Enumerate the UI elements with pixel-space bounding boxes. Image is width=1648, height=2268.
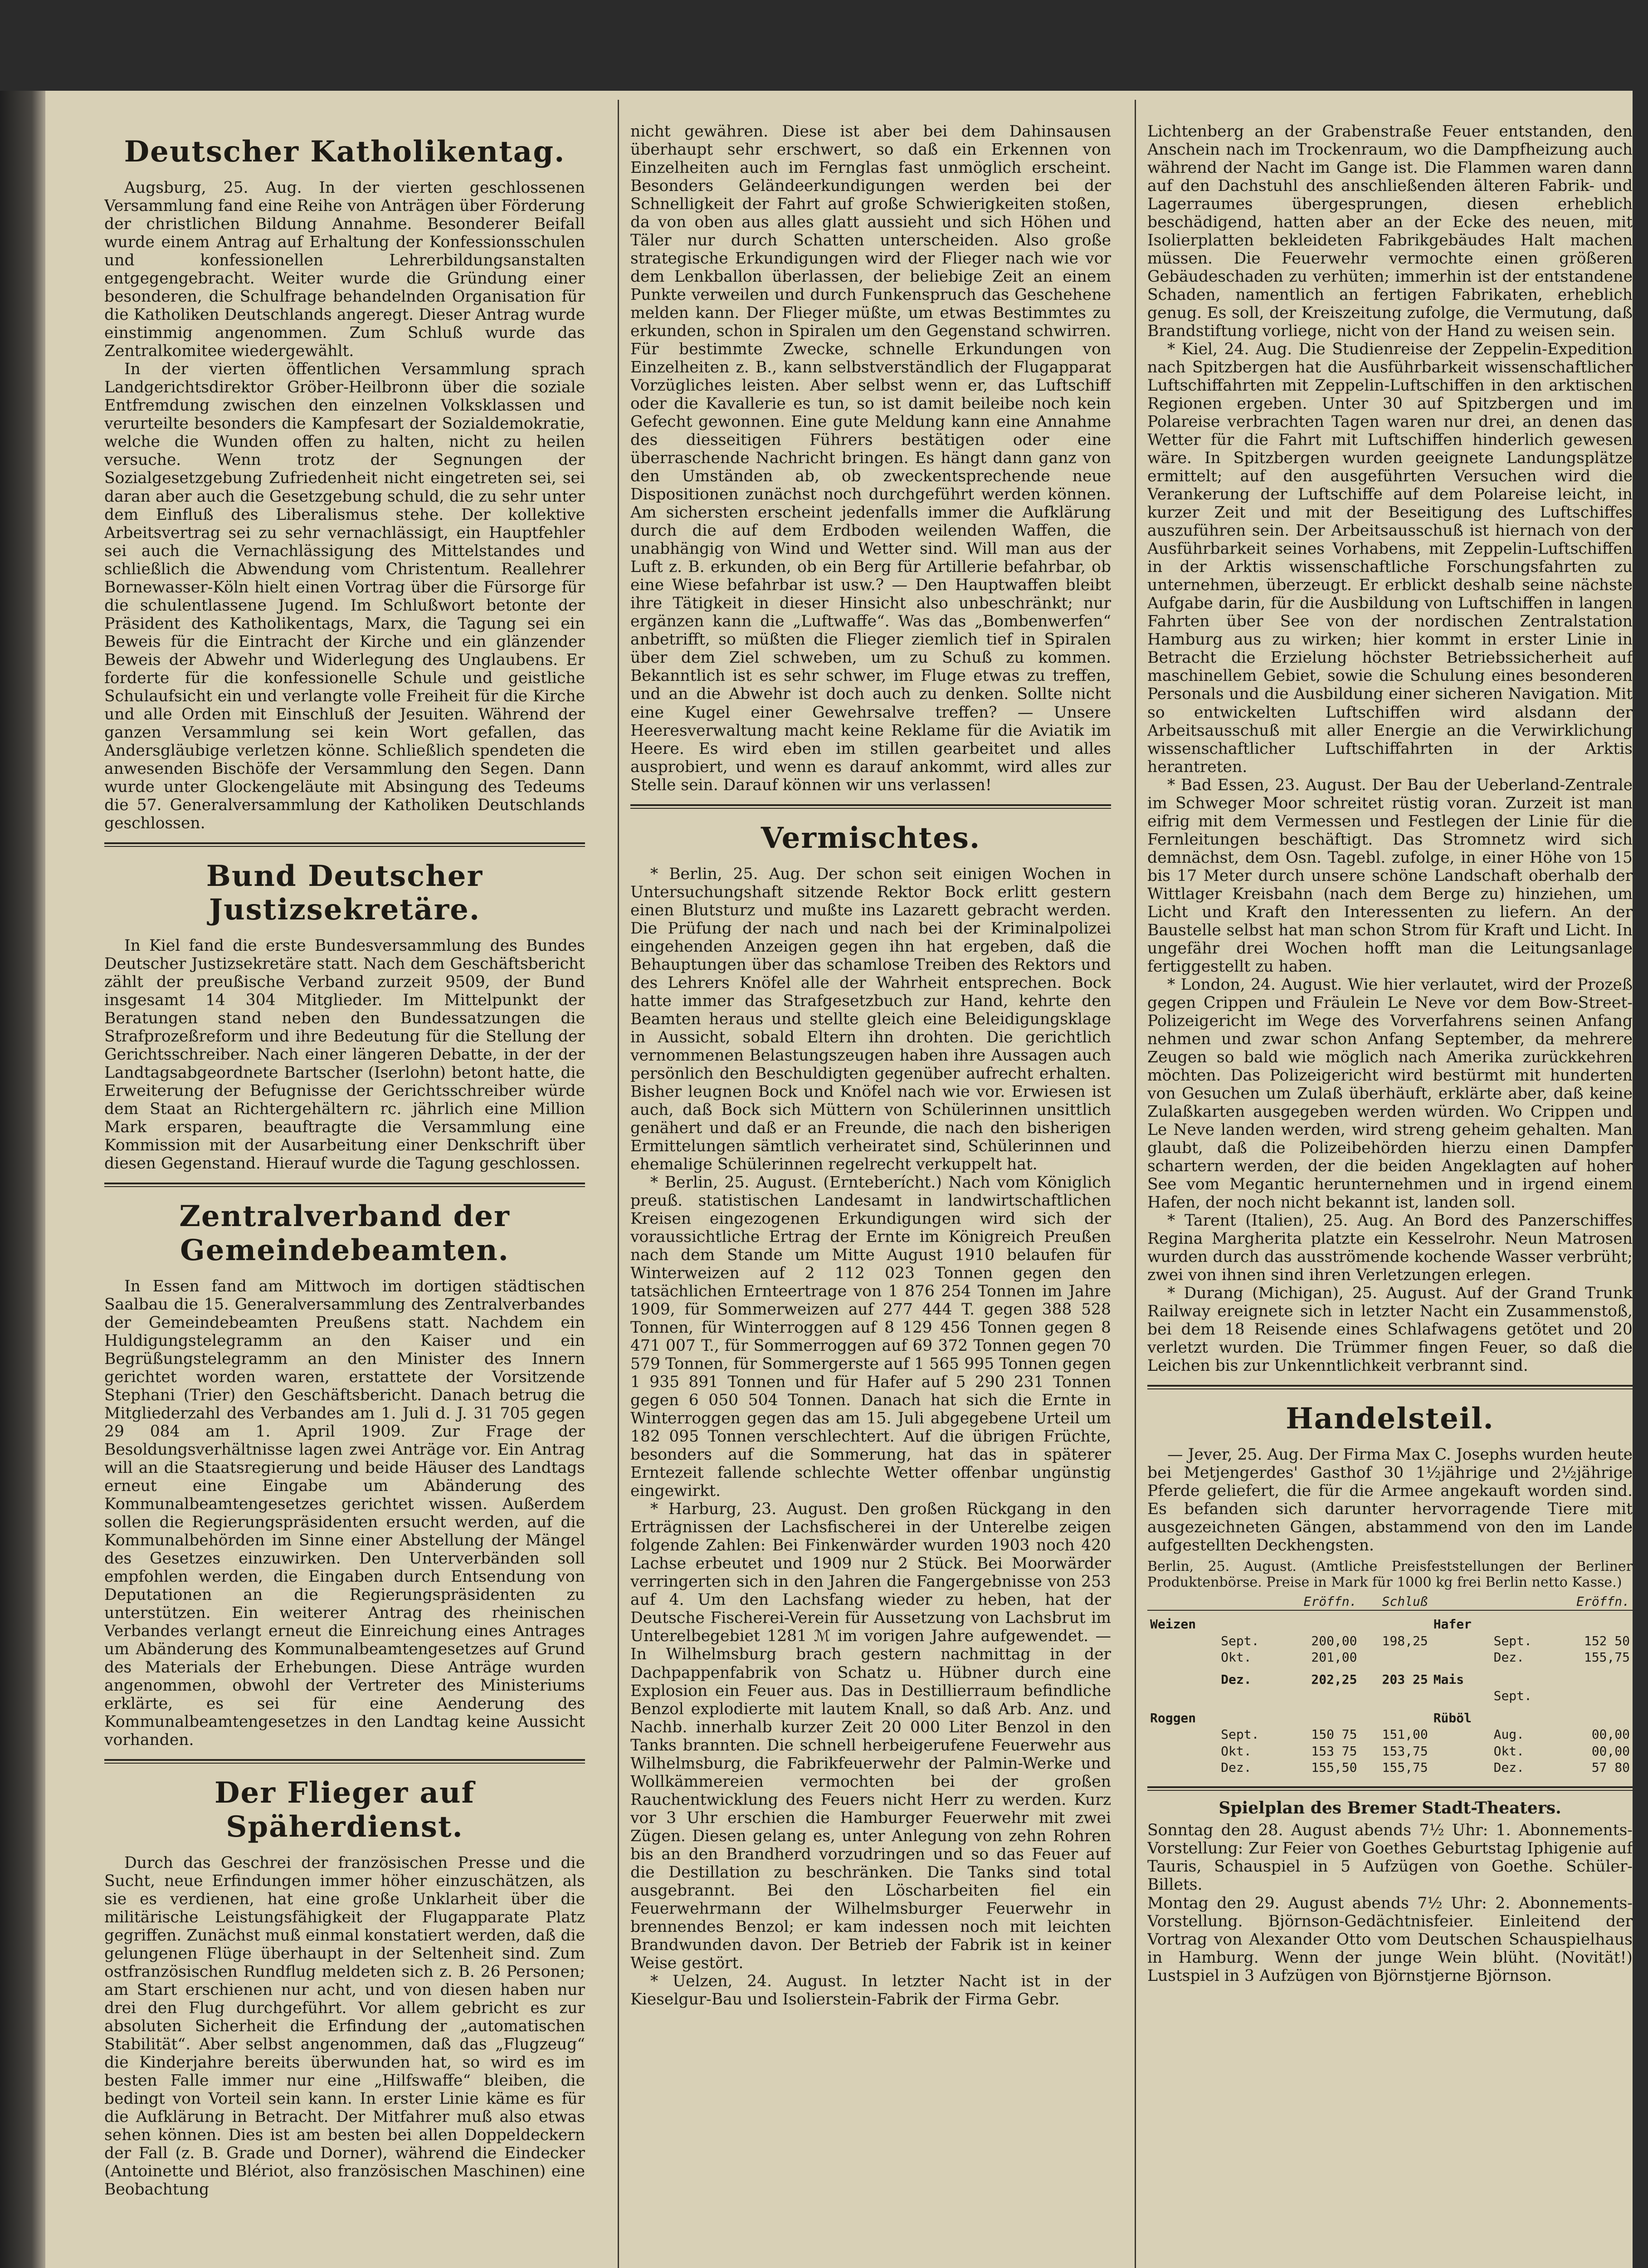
commodity-2 bbox=[1431, 1688, 1491, 1704]
month: Okt. bbox=[1221, 1743, 1252, 1759]
close-price: 198,25 bbox=[1382, 1633, 1428, 1648]
article-paragraph: Lichtenberg an der Grabenstraße Feuer entstanden, den Anschein nach im Trockenraum, wo die Dampfheizung auch während der Nacht im Gange ist. Die Flammen waren dann auf den Dachstuhl des anschließenden älteren Fabrik- und Lagerraumes übergesprungen, diesen erheblich beschädigend, hatten aber an der Ecke des neuen, mit Isolierplatten bekleideten Fabrikgebäudes Halt machen müssen. Die Feuerwehr vermochte einen größeren Gebäudeschaden zu verhüten; immerhin ist der entstandene Schaden, namentlich an fertigen Fabrikaten, erheblich genug. Es soll, der Kreiszeitung zufolge, die Vermutung, daß Brandstiftung vorliege, nicht von der Hand zu weisen sein. bbox=[1147, 122, 1633, 341]
market-intro: Berlin, 25. August. (Amtliche Preisfeststellungen der Berliner Produktenbörse. Preise in Mark für 1000 kg frei Berlin netto Kasse.) bbox=[1147, 1559, 1633, 1591]
month-2: Dez. bbox=[1493, 1760, 1525, 1775]
open-price-2: 152 50 bbox=[1584, 1633, 1630, 1648]
newspaper-page bbox=[45, 91, 1633, 2268]
news-item-uelzen: * Uelzen, 24. August. In letzter Nacht ist in der Kieselgur-Bau und Isolierstein-Fabrik der Firma Gebr. bbox=[630, 1972, 1111, 2009]
month: Okt. bbox=[1221, 1650, 1252, 1665]
news-item-durang: * Durang (Michigan), 25. August. Auf der Grand Trunk Railway ereignete sich in letzter Nacht ein Zusammenstoß, bei dem 18 Reisende eines Schlafwagens getötet und 20 verletzt wurden. Die Trümmer fingen Feuer, so daß die Leichen bis zur Unkenntlichkeit verbrannt sind. bbox=[1147, 1284, 1633, 1375]
commodity-2 bbox=[1431, 1633, 1491, 1649]
header-open-2: Eröffn. bbox=[1551, 1593, 1633, 1610]
close-price bbox=[1360, 1705, 1431, 1726]
column-2 bbox=[630, 122, 1111, 2268]
news-item-jever: — Jever, 25. Aug. Der Firma Max C. Josephs wurden heute bei Metjengerdes' Gasthof 30 1½jährige und 2½jährige Pferde geliefert, die für die Armee angekauft worden sind. Es befanden sich darunter hervorragende Tiere mit ausgezeichneten Gängen, abstammend von den im Lande aufgestellten Deckhengsten. bbox=[1147, 1446, 1633, 1555]
column-rule bbox=[1135, 100, 1136, 2268]
month-2: Sept. bbox=[1493, 1688, 1532, 1704]
article-paragraph: In Essen fand am Mittwoch im dortigen städtischen Saalbau die 15. Generalversammlung des Zentralverbandes der Gemeindebeamten Preußens statt. Nachdem ein Huldigungstelegramm an den Kaiser und ein Begrüßungstelegramm an den Minister des Innern gerichtet worden waren, erstattete der Vorsitzende Stephani (Trier) den Geschäftsbericht. Danach betrug die Mitgliederzahl des Verbandes am 1. Juli d. J. 31 705 gegen 29 084 am 1. April 1909. Zur Frage der Besoldungsverhältnisse lagen zwei Anträge vor. Ein Antrag will an die Staatsregierung und beide Häuser des Landtags erneut eine Eingabe um Abänderung des Kommunalbeamtengesetzes gerichtet wissen. Außerdem sollen die Regierungspräsidenten ersucht werden, auf die Kommunalbehörden im Sinne einer Abstellung der Mängel des Gesetzes einzuwirken. Den Unterverbänden soll empfohlen werden, die Eingaben durch Entsendung von Deputationen an die Regierungspräsidenten zu unterstützen. Ein weiterer Antrag des rheinischen Verbandes verlangt erneut die Einreichung eines Antrages um Abänderung des Kommunalbeamtengesetzes auf Grund des Materials der Erhebungen. Diese Anträge wurden angenommen, obwohl der Vertreter des Ministeriums erklärte, es sei für eine Aenderung des Kommunalbeamtengesetzes in den Landtag keine Aussicht vorhanden. bbox=[104, 1277, 585, 1750]
headline-handelsteil: Handelsteil. bbox=[1286, 1402, 1494, 1436]
month-2 bbox=[1491, 1610, 1551, 1633]
open-price-2 bbox=[1551, 1610, 1633, 1633]
news-item-kiel: * Kiel, 24. Aug. Die Studienreise der Zeppelin-Expedition nach Spitzbergen hat die Ausführbarkeit wissenschaftlicher Luftschiffahrten mit Zeppelin-Luftschiffen in den arktischen Regionen ergeben. Unter 30 auf Spitzbergen und im Polareise verbrachten Tagen waren nur drei, an denen das Wetter für die Fahrt mit Luftschiffen hinderlich gewesen wäre. In Spitzbergen wurden geeignete Landungsplätze ermittelt; auf den ausgeführten Versuchen wird die Verankerung der Luftschiffe auf dem Polareise leicht, in kurzer Zeit und mit der Beseitigung des Luftschiffes auszuführen sein. Der Arbeitsausschuß ist hiernach von der Ausführbarkeit seines Vorhabens, mit Zeppelin-Luftschiffen in der Arktis wissenschaftliche Forschungsfahrten zu unternehmen, überzeugt. Er erblickt deshalb seine nächste Aufgabe darin, für die Ausbildung von Luftschiffen in langen Fahrten über See von der nordischen Zentralstation Hamburg aus zu wirken; hier kommt in erster Linie in Betracht die Erzielung höchster Betriebssicherheit auf maschinellem Gebiet, sowie die Schulung eines besonderen Personals und die Ausbildung einer sicheren Navigation. Mit so entwickelten Luftschiffen wird alsdann der Arbeitsausschuß mit aller Energie an die Verwirklichung wissenschaftlicher Luftschiffahrten in der Arktis herantreten. bbox=[1147, 340, 1633, 776]
news-item-berlin-bock: * Berlin, 25. Aug. Der schon seit einigen Wochen in Untersuchungshaft sitzende Rektor Bock erlitt gestern einen Blutsturz und mußte ins Lazarett gebracht werden. Die Prüfung der nach und nach bei der Kriminalpolizei eingehenden Anzeigen gegen ihn hat ergeben, daß die Behauptungen über das schamlose Treiben des Rektors und des Lehrers Knöfel alle der Wahrheit entsprechen. Bock hatte immer das Strafgesetzbuch zur Hand, kehrte den Beamten heraus und stellte gleich eine Beleidigungsklage in Aussicht, sobald Eltern ihn drohten. Die gerichtlich vernommenen Belastungszeugen haben ihre Aussagen auch persönlich den Beschuldigten gegenüber aufrecht erhalten. Bisher leugnen Bock und Knöfel nach wie vor. Erwiesen ist auch, daß Bock sich Müttern von Schülerinnen unsittlich genähert und daß er an Freunde, die nach den bisherigen Ermittelungen sämtlich verheiratet sind, Schülerinnen und ehemalige Schülerinnen regelrecht verkuppelt hat. bbox=[630, 865, 1111, 1174]
month bbox=[1218, 1610, 1278, 1633]
commodity bbox=[1147, 1726, 1218, 1743]
close-price: 151,00 bbox=[1382, 1727, 1428, 1742]
market-row bbox=[1147, 1610, 1633, 1633]
market-row bbox=[1147, 1705, 1633, 1726]
commodity bbox=[1147, 1649, 1218, 1666]
article-paragraph: nicht gewähren. Diese ist aber bei dem Dahinsausen überhaupt sehr erschwert, so daß ein Erkennen von Einzelheiten auch im Fernglas fast unmöglich erscheint. Besonders Geländeerkundigungen werden bei der Schnelligkeit der Fahrt auf große Schwierigkeiten stoßen, da von oben aus alles glatt aussieht und sich Höhen und Täler nur durch Schatten unterscheiden. Also große strategische Erkundigungen wird der Flieger nach wie vor dem Lenkballon überlassen, der beliebige Zeit an einem Punkte verweilen und durch Funkenspruch das Geschehene melden kann. Der Flieger müßte, um etwas Bestimmtes zu erkunden, schon in Spiralen um den Gegenstand schwirren. Für bestimmte Zwecke, schnelle Erkundungen von Einzelheiten z. B., kann selbstverständlich der Flugapparat Vorzügliches leisten. Aber selbst wenn er, das Luftschiff oder die Kavallerie es tun, so ist damit beileibe noch kein Gefecht gewonnen. Eine gute Meldung kann eine Annahme des diesseitigen Führers bestätigen oder eine überraschende Nachricht bringen. Es hängt dann ganz von den Umständen ab, ob zweckentsprechende neue Dispositionen zunächst noch durchgeführt werden können. Am sichersten erscheint jedenfalls immer die Aufklärung durch die auf dem Erdboden weilenden Waffen, die unabhängig von Wind und Wetter sind. Will man aus der Luft z. B. erkunden, ob ein Berg für Artillerie befahrbar, ob eine Wiese befahrbar ist usw.? — Den Hauptwaffen bleibt ihre Tätigkeit in dieser Hinsicht also unbeschränkt; nur ergänzen kann die „Luftwaffe“. Was das „Bombenwerfen“ anbetrifft, so müßten die Flieger ziemlich tief in Spiralen über dem Ziel schweben, um zu Schuß zu kommen. Bekanntlich ist es sehr schwer, im Fluge etwas zu treffen, und an die Abwehr ist doch auch zu denken. Sollte nicht eine Kugel einer Gewehrsalve treffen? — Unsere Heeresverwaltung macht keine Reklame für die Aviatik im Heere. Es wird eben im stillen gearbeitet und alles ausprobiert, und wenn es darauf ankommt, wird alles zur Stelle sein. Darauf können wir uns verlassen! bbox=[630, 122, 1111, 794]
open-price-2 bbox=[1551, 1688, 1633, 1704]
close-price bbox=[1360, 1610, 1431, 1633]
theater-entry: Sonntag den 28. August abends 7½ Uhr: 1. Abonnements-Vorstellung: Zur Feier von Goethes Geburtstag Iphigenie auf Tauris, Schauspiel in 5 Aufzügen von Goethe. Schüler-Billets. bbox=[1147, 1821, 1633, 1894]
month-2: Sept. bbox=[1493, 1633, 1532, 1648]
open-price-2: 00,00 bbox=[1591, 1743, 1630, 1759]
section-divider bbox=[630, 804, 1111, 809]
headline-flieger: Der Flieger auf Späherdienst. bbox=[215, 1776, 475, 1844]
open-price-2 bbox=[1551, 1705, 1633, 1726]
headline-gemeindebeamten: Zentralverband der Gemeindebeamten. bbox=[179, 1199, 510, 1267]
month-2: Aug. bbox=[1493, 1727, 1525, 1742]
open-price: 153 75 bbox=[1311, 1743, 1357, 1759]
news-item-tarent: * Tarent (Italien), 25. Aug. An Bord des Panzerschiffes Regina Margherita platzte ein Kesselrohr. Neun Matrosen wurden durch das ausströmende kochende Wasser verbrüht; zwei von ihnen sind ihren Verletzungen erlegen. bbox=[1147, 1211, 1633, 1284]
month-2: Dez. bbox=[1493, 1650, 1525, 1665]
market-row bbox=[1147, 1726, 1633, 1743]
commodity-2: Rüböl bbox=[1433, 1710, 1472, 1725]
month: Sept. bbox=[1221, 1727, 1259, 1742]
month-2 bbox=[1491, 1666, 1551, 1688]
commodity bbox=[1147, 1688, 1218, 1704]
open-price: 201,00 bbox=[1311, 1650, 1357, 1665]
article-paragraph: Augsburg, 25. Aug. In der vierten geschlossenen Versammlung fand eine Reihe von Anträgen über Förderung der christlichen Bildung Annahme. Besonderer Beifall wurde einem Antrag auf Erhaltung der Konfessionsschulen und konfessionellen Lehrerbildungsanstalten entgegengebracht. Weiter wurde die Gründung einer besonderen, die Schulfrage behandelnden Organisation für die Katholiken Deutschlands angeregt. Dieser Antrag wurde einstimmig angenommen. Zum Schluß wurde das Zentralkomitee wiedergewählt. bbox=[104, 179, 585, 361]
commodity-2 bbox=[1431, 1726, 1491, 1743]
column-rule bbox=[618, 100, 619, 2268]
close-price: 203 25 bbox=[1382, 1672, 1428, 1687]
theater-schedule-title: Spielplan des Bremer Stadt-Theaters. bbox=[1219, 1798, 1561, 1818]
open-price bbox=[1278, 1610, 1360, 1633]
month: Dez. bbox=[1221, 1672, 1252, 1687]
header-close: Schluß bbox=[1360, 1593, 1431, 1610]
column-3 bbox=[1147, 122, 1633, 2268]
market-row bbox=[1147, 1743, 1633, 1760]
section-divider bbox=[1147, 1385, 1633, 1389]
commodity-2: Mais bbox=[1433, 1672, 1464, 1687]
open-price-2 bbox=[1551, 1666, 1633, 1688]
open-price: 155,50 bbox=[1311, 1760, 1357, 1775]
market-row bbox=[1147, 1649, 1633, 1666]
commodity bbox=[1147, 1743, 1218, 1760]
commodity bbox=[1147, 1633, 1218, 1649]
section-divider bbox=[104, 842, 585, 847]
commodity-2 bbox=[1431, 1743, 1491, 1760]
headline-katholikentag: Deutscher Katholikentag. bbox=[124, 135, 566, 169]
commodity: Roggen bbox=[1150, 1710, 1196, 1725]
news-item-bad-essen: * Bad Essen, 23. August. Der Bau der Ueberland-Zentrale im Schweger Moor schreitet rüstig voran. Zurzeit ist man eifrig mit dem Vermessen und Festlegen der Linie für die Fernleitungen beschäftigt. Das Stromnetz wird sich demnächst, dem Osn. Tagebl. zufolge, in einer Höhe von 15 bis 17 Meter durch unsere schöne Landschaft oberhalb der Wittlager Kreisbahn (nach dem Berge zu) hinziehen, um Licht und Kraft den Interessenten zu liefern. An der Baustelle selbst hat man schon Strom für Kraft und Licht. In ungefähr drei Wochen hofft man die Leitungsanlage fertiggestellt zu haben. bbox=[1147, 776, 1633, 976]
month-2 bbox=[1491, 1705, 1551, 1726]
open-price-2: 57 80 bbox=[1591, 1760, 1630, 1775]
headline-vermischtes: Vermischtes. bbox=[761, 821, 981, 855]
article-paragraph: In der vierten öffentlichen Versammlung sprach Landgerichtsdirektor Gröber-Heilbronn über die soziale Entfremdung zwischen den einzelnen Volksklassen und verurteilte besonders die Kampfesart der Sozialdemokratie, welche die Wunden offen zu halten, nicht zu heilen versuche. Wenn trotz der Segnungen der Sozialgesetzgebung Zufriedenheit nicht eingetreten sei, sei daran aber auch die Gesetzgebung schuld, die zu sehr unter dem Einfluß des Liberalismus stehe. Der kollektive Arbeitsvertrag sei zu sehr vernachlässigt, ein Hauptfehler sei auch die Vernachlässigung des Mittelstandes und schließlich die Abwendung vom Christentum. Reallehrer Bornewasser-Köln hielt einen Vortrag über die Fürsorge für die schulentlassene Jugend. Im Schlußwort betonte der Präsident des Katholikentags, Marx, die Tagung sei ein Beweis für die Eintracht der Kirche und ein glänzender Beweis der Abwehr und Widerlegung des Unglaubens. Er forderte für die konfessionelle Schule und geistliche Schulaufsicht ein und verlangte volle Freiheit für die Kirche und alle Orden mit Einschluß der Jesuiten. Während der ganzen Versammlung sei kein Wort gefallen, das Andersgläubige verletzen könne. Schließlich spendeten die anwesenden Bischöfe der Versammlung den Segen. Dann wurde unter Glockengeläute mit Absingung des Tedeums die 57. Generalversammlung der Katholiken Deutschlands geschlossen. bbox=[104, 360, 585, 832]
headline-justizsekretaere: Bund Deutscher Justizsekretäre. bbox=[206, 859, 483, 927]
open-price bbox=[1278, 1688, 1360, 1704]
market-row bbox=[1147, 1633, 1633, 1649]
commodity: Weizen bbox=[1150, 1617, 1196, 1632]
section-divider bbox=[104, 1183, 585, 1187]
market-row bbox=[1147, 1666, 1633, 1688]
market-row bbox=[1147, 1760, 1633, 1776]
month-2: Okt. bbox=[1493, 1743, 1525, 1759]
month bbox=[1218, 1688, 1278, 1704]
commodity bbox=[1147, 1666, 1218, 1688]
article-paragraph: In Kiel fand die erste Bundesversammlung des Bundes Deutscher Justizsekretäre statt. Nach dem Geschäftsbericht zählt der preußische Verband zurzeit 9509, der Bund insgesamt 14 304 Mitglieder. Im Mittelpunkt der Beratungen stand neben den Bundessatzungen die Strafprozeßreform und ihre Bedeutung für die Stellung der Gerichtsschreiber. Nach einer längeren Debatte, in der der Landtagsabgeordnete Bartscher (Iserlohn) betont hatte, die Erweiterung der Befugnisse der Gerichtsschreiber würde dem Staat an Richtergehältern rc. jährlich eine Million Mark ersparen, beauftragte die Versammlung eine Kommission mit der Ausarbeitung einer Denkschrift über diesen Gegenstand. Hierauf wurde die Tagung geschlossen. bbox=[104, 937, 585, 1173]
close-price: 155,75 bbox=[1382, 1760, 1428, 1775]
commodity-2 bbox=[1431, 1760, 1491, 1776]
open-price: 202,25 bbox=[1311, 1672, 1357, 1687]
market-row bbox=[1147, 1688, 1633, 1704]
close-price: 153,75 bbox=[1382, 1743, 1428, 1759]
news-item-harburg: * Harburg, 23. August. Den großen Rückgang in den Erträgnissen der Lachsfischerei in der Unterelbe zeigen folgende Zahlen: Bei Finkenwärder wurden 1903 noch 420 Lachse erbeutet und 1909 nur 2 Stück. Bei Moorwärder verringerten sich in den Jahren die Fangergebnisse von 253 auf 4. Um den Lachsfang wieder zu heben, hat der Deutsche Fischerei-Verein für Aussetzung von Lachsbrut im Unterelbegebiet 1281 ℳ im vorigen Jahre aufgewendet. — In Wilhelmsburg brach gestern nachmittag in der Dachpappenfabrik von Schatz u. Hübner durch eine Explosion ein Feuer aus. Das in Destillierraum befindliche Benzol explodierte mit lautem Knall, so daß Arb. Anz. und Nachb. innerhalb kurzer Zeit 20 000 Liter Benzol in den Tanks brannten. Die schnell herbeigerufene Feuerwehr aus Wilhelmsburg, die Fabrikfeuerwehr der Palmin-Werke und Wollkämmereien vermochten bei der großen Rauchentwicklung des Feuers nicht Herr zu werden. Kurz vor 3 Uhr erschien die Hamburger Feuerwehr mit zwei Zügen. Diesen gelang es, unter Anlegung von zehn Rohren bis an den Brandherd vorzudringen und so das Feuer auf die Destillation zu beschränken. Die Tanks sind total ausgebrannt. Bei den Löscharbeiten fiel ein Feuerwehrmann der Wilhelmsburger Feuerwehr in brennendes Benzol; er kam indessen noch mit leichten Brandwunden davon. Der Betrieb der Fabrik ist in keiner Weise gestört. bbox=[630, 1500, 1111, 1972]
book-binding bbox=[0, 91, 45, 2268]
section-divider bbox=[104, 1759, 585, 1764]
open-price: 200,00 bbox=[1311, 1633, 1357, 1648]
open-price-2: 155,75 bbox=[1584, 1650, 1630, 1665]
open-price: 150 75 bbox=[1311, 1727, 1357, 1742]
month: Sept. bbox=[1221, 1633, 1259, 1648]
close-price bbox=[1360, 1649, 1431, 1666]
market-table-header bbox=[1147, 1593, 1633, 1610]
news-item-berlin-ernte: * Berlin, 25. August. (Ernteberícht.) Nach vom Königlich preuß. statistischen Landesamt in landwirtschaftlichen Kreisen eingezogenen Erkundigungen wird sich der voraussichtliche Ertrag der Ernte im Königreich Preußen nach dem Stande um Mitte August 1910 belaufen für Winterweizen auf 2 112 023 Tonnen gegen den tatsächlichen Ernteertrage von 1 876 254 Tonnen im Jahre 1909, für Sommerweizen auf 277 444 T. gegen 388 528 Tonnen, für Winterroggen auf 8 129 456 Tonnen gegen 8 471 007 T., für Sommerroggen auf 69 372 Tonnen gegen 70 579 Tonnen, für Sommergerste auf 1 565 995 Tonnen gegen 1 935 891 Tonnen und für Hafer auf 5 290 231 Tonnen gegen 6 050 504 Tonnen. Danach hat sich die Ernte in Winterroggen gegen das am 15. Juli abgegebene Urteil um 182 095 Tonnen verschlechtert. Auf die übrigen Früchte, besonders auf die Sommerung, hat das in späterer Erntezeit fallende schlechte Wetter offenbar ungünstig eingewirkt. bbox=[630, 1173, 1111, 1501]
theater-entry: Montag den 29. August abends 7½ Uhr: 2. Abonnements-Vorstellung. Björnson-Gedächtnisfeier. Einleitend der Vortrag von Alexander Otto vom Deutschen Schauspielhaus in Hamburg. Wenn der junge Wein blüht. (Novität!) Lustspiel in 3 Aufzügen von Björnstjerne Björnson. bbox=[1147, 1894, 1633, 1985]
open-price bbox=[1278, 1705, 1360, 1726]
header-open: Eröffn. bbox=[1278, 1593, 1360, 1610]
commodity-2 bbox=[1431, 1649, 1491, 1666]
market-price-table bbox=[1147, 1593, 1633, 1776]
article-paragraph: Durch das Geschrei der französischen Presse und die Sucht, neue Erfindungen immer höher einzuschätzen, als sie es verdienen, hat eine große Unklarheit über die militärische Leistungsfähigkeit der Flugapparate Platz gegriffen. Zunächst muß einmal konstatiert werden, daß die gelungenen Flüge überhaupt in der Seltenheit sind. Zum ostfranzösischen Rundflug meldeten sich z. B. 26 Personen; am Start erschienen nur acht, und von diesen haben nur drei den Flug durchgeführt. Vor allem gebricht es zur absoluten Sicherheit die Erfindung der „automatischen Stabilität“. Aber selbst angenommen, daß das „Flugzeug“ die Kinderjahre bereits überwunden hat, so wird es im besten Falle immer nur eine „Hilfswaffe“ bleiben, die bedingt von Vorteil sein kann. In erster Linie käme es für die Aufklärung in Betracht. Der Mitfahrer muß also etwas sehen können. Dies ist am besten bei allen Doppeldeckern der Fall (z. B. Grade und Dorner), während die Eindecker (Antoinette und Blériot, also französischen Maschinen) eine Beobachtung bbox=[104, 1853, 585, 2199]
market-table-body bbox=[1147, 1610, 1633, 1776]
month: Dez. bbox=[1221, 1760, 1252, 1775]
month bbox=[1218, 1705, 1278, 1726]
close-price bbox=[1360, 1688, 1431, 1704]
section-divider bbox=[1147, 1786, 1633, 1791]
news-item-london: * London, 24. August. Wie hier verlautet, wird der Prozeß gegen Crippen und Fräulein Le Neve vor dem Bow-Street-Polizeigericht im Wege des Vorverfahrens seinen Anfang nehmen und zwar schon Anfang September, da mehrere Zeugen so bald wie möglich nach Amerika zurückkehren möchten. Das Polizeigericht wird bestürmt mit hunderten von Gesuchen um Zulaß überhäuft, erklärte aber, daß keine Zulaßkarten ausgegeben werden würden. Wo Crippen und Le Neve landen werden, wird streng geheim gehalten. Man glaubt, daß die Polizeibehörden hierzu einen Dampfer schartern werden, der die beiden Angeklagten auf hoher See vom Megantic herunternehmen und in irgend einem Hafen, der noch nicht bekannt ist, landen soll. bbox=[1147, 975, 1633, 1212]
commodity-2: Hafer bbox=[1433, 1617, 1472, 1632]
open-price-2: 00,00 bbox=[1591, 1727, 1630, 1742]
commodity bbox=[1147, 1760, 1218, 1776]
column-1 bbox=[104, 122, 585, 2268]
